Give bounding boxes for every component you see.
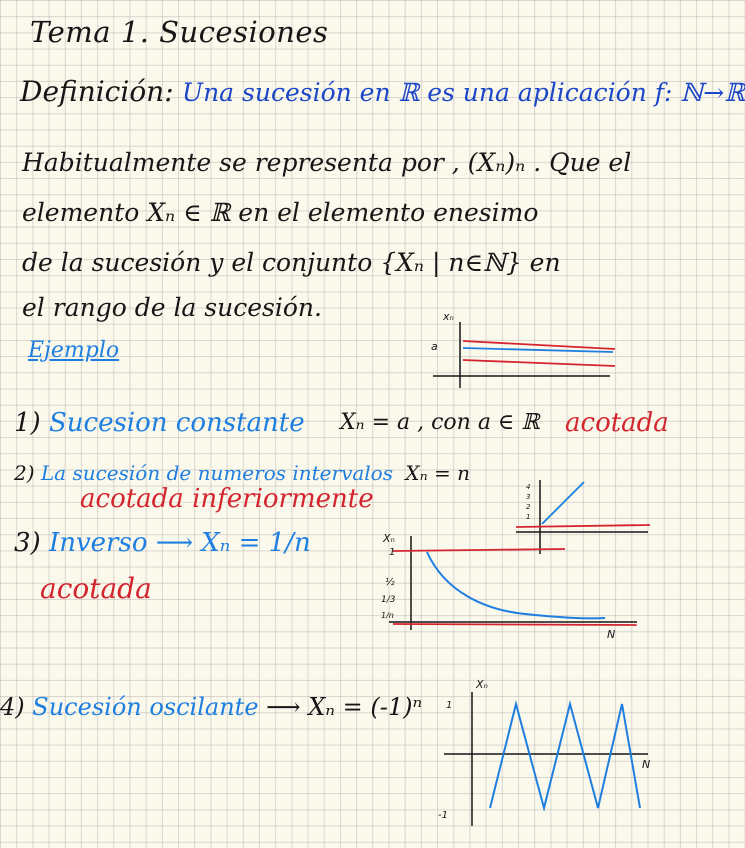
example-number: 3) [14,528,41,558]
tick-label: 4 [526,483,531,491]
inverse-sequence-graph [375,530,645,642]
tick-label: 2 [526,503,531,511]
arrow: ⟶ [266,693,301,721]
y-axis-label: xₙ [443,310,454,323]
example-heading: Ejemplo [28,338,120,363]
tick-label: -1 [438,810,448,821]
oscillating-line [490,704,640,808]
paragraph-line-3: de la sucesión y el conjunto {Xₙ | n∈ℕ} en [22,248,561,277]
paragraph-line-1: Habitualmente se representa por , (Xₙ)ₙ . Que el [22,148,632,177]
constant-sequence-graph [425,308,625,390]
example-2-remark: acotada inferiormente [80,484,374,514]
tick-label: 1 [389,547,396,558]
example-3-remark: acotada [40,572,152,605]
x-axis-label: N [642,758,651,771]
y-axis-label: Xₙ [383,532,395,545]
example-name: Sucesión oscilante [32,693,259,721]
tick-label: 1 [446,700,453,711]
example-1-remark: acotada [565,408,669,438]
example-number: 2) [14,461,35,485]
tick-label: ½ [385,577,395,588]
example-4-line [0,695,422,719]
example-3-line [14,530,311,556]
tick-label: 1/3 [381,595,396,605]
tick-label: 1 [526,513,531,521]
tick-label: 3 [526,493,531,501]
decreasing-curve [427,552,605,618]
x-axis-label: N [607,628,616,641]
page-title: Tema 1. Sucesiones [30,15,329,49]
paragraph-line-2: elemento Xₙ ∈ ℝ en el elemento enesimo [22,198,539,227]
example-name: La sucesión de numeros intervalos [40,461,393,485]
definition-label: Definición: [20,75,174,108]
definition-text: Una sucesión en ℝ es una aplicación f: ℕ→ℝ [182,78,745,107]
increasing-line [542,482,584,524]
example-2-line [14,463,470,483]
lower-bound-line [393,624,637,625]
arrow: ⟶ [155,528,194,558]
level-label: a [431,340,438,353]
example-formula: Xₙ = n [405,461,471,485]
example-name: Inverso [48,528,148,558]
paragraph-line-4: el rango de la sucesión. [22,293,322,322]
y-axis-label: Xₙ [476,678,488,691]
example-1-formula: Xₙ = a , con a ∈ ℝ [340,410,540,435]
example-formula: Xₙ = (-1)ⁿ [308,693,423,721]
tick-label: 1/n [381,611,394,620]
example-1-number [14,410,305,436]
oscillating-sequence-graph [430,674,654,834]
lower-bound-line [516,525,650,527]
lower-bound-line [463,360,615,366]
example-number: 1) [14,408,41,438]
upper-bound-line [393,549,565,551]
example-name: Sucesion constante [48,408,305,438]
example-formula: Xₙ = 1/n [201,528,311,558]
example-number: 4) [0,693,25,721]
